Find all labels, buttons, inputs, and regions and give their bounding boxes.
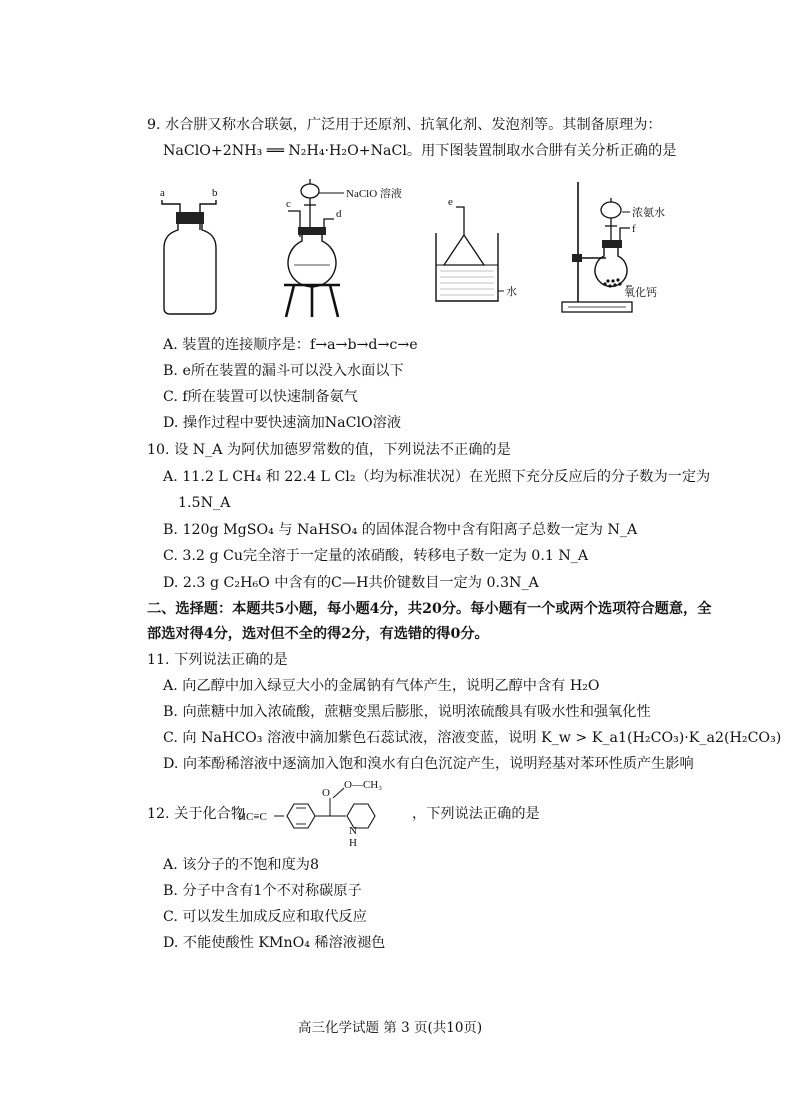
mol-methoxy: O—CH₃ (344, 779, 383, 791)
label-ammonia: 浓氨水 (632, 207, 665, 219)
label-a: a (160, 187, 165, 199)
q12-option-d: D. 不能使酸性 KMnO₄ 稀溶液褪色 (163, 935, 386, 951)
q9-stem-line1: 9. 水合肼又称水合联氨，广泛用于还原剂、抗氧化剂、发泡剂等。其制备原理为： (147, 117, 662, 133)
beaker-figure (430, 195, 530, 307)
q9-option-a: A. 装置的连接顺序是：f→a→b→d→c→e (163, 337, 418, 353)
q11-option-d: D. 向苯酚稀溶液中逐滴加入饱和溴水有白色沉淀产生，说明羟基对苯环性质产生影响 (163, 756, 694, 772)
q10-option-c: C. 3.2 g Cu完全溶于一定量的浓硝酸，转移电子数一定为 0.1 N_A (163, 548, 589, 564)
q9-option-c: C. f所在装置可以快速制备氨气 (163, 389, 358, 405)
label-d: d (336, 208, 342, 220)
q10-stem: 10. 设 N_A 为阿伏加德罗常数的值，下列说法不正确的是 (147, 442, 511, 458)
q12-stem-prefix: 12. 关于化合物 (147, 806, 246, 822)
q10-option-a-line2: 1.5N_A (178, 495, 231, 511)
ammonia-generator-figure (556, 178, 666, 320)
gas-bottle-figure (150, 182, 230, 322)
q12-option-b: B. 分子中含有1个不对称碳原子 (163, 883, 362, 899)
label-cao: 氧化钙 (624, 287, 657, 299)
label-naclo: NaClO 溶液 (346, 188, 402, 200)
label-e: e (448, 196, 453, 208)
mol-carbonyl-o: O (322, 787, 330, 799)
section-2-heading-line2: 部选对得4分，选对但不全的得2分，有选错的得0分。 (147, 626, 489, 642)
q10-option-a-line1: A. 11.2 L CH₄ 和 22.4 L Cl₂（均为标准状况）在光照下充分反应后的分子数为一定为 (163, 469, 711, 485)
q11-option-c: C. 向 NaHCO₃ 溶液中滴加紫色石蕊试液，溶液变蓝，说明 K_w > K_a1(H₂CO₃)·K_a2(H₂CO₃) (163, 730, 782, 746)
q12-stem-suffix: ，下列说法正确的是 (412, 806, 540, 822)
q9-option-d: D. 操作过程中要快速滴加NaClO溶液 (163, 415, 402, 431)
q11-option-b: B. 向蔗糖中加入浓硫酸，蔗糖变黑后膨胀，说明浓硫酸具有吸水性和强氧化性 (163, 704, 651, 720)
q9-option-b: B. e所在装置的漏斗可以没入水面以下 (163, 363, 404, 379)
q11-option-a: A. 向乙醇中加入绿豆大小的金属钠有气体产生，说明乙醇中含有 H₂O (163, 678, 600, 694)
mol-alkyne: HC≡C (238, 811, 267, 823)
flask-figure (280, 177, 450, 319)
label-c: c (286, 198, 291, 210)
page-footer: 高三化学试题 第 3 页(共10页) (298, 1020, 483, 1036)
mol-h: H (349, 837, 357, 848)
section-2-heading-line1: 二、选择题：本题共5小题，每小题4分，共20分。每小题有一个或两个选项符合题意，全 (147, 601, 712, 617)
label-b: b (212, 187, 218, 199)
label-f: f (632, 223, 636, 235)
q11-stem: 11. 下列说法正确的是 (147, 652, 288, 668)
label-water: 水 (506, 286, 517, 298)
mol-n: N (349, 825, 357, 837)
q10-option-d: D. 2.3 g C₂H₆O 中含有的C—H共价键数目一定为 0.3N_A (163, 575, 539, 591)
molecule-structure (238, 776, 418, 848)
q10-option-b: B. 120g MgSO₄ 与 NaHSO₄ 的固体混合物中含有阳离子总数一定为 N_A (163, 522, 638, 538)
q12-option-c: C. 可以发生加成反应和取代反应 (163, 909, 367, 925)
q9-stem-line2: NaClO+2NH₃ ══ N₂H₄·H₂O+NaCl。用下图装置制取水合肼有关分析正确的是 (163, 143, 677, 159)
q12-option-a: A. 该分子的不饱和度为8 (163, 857, 319, 873)
